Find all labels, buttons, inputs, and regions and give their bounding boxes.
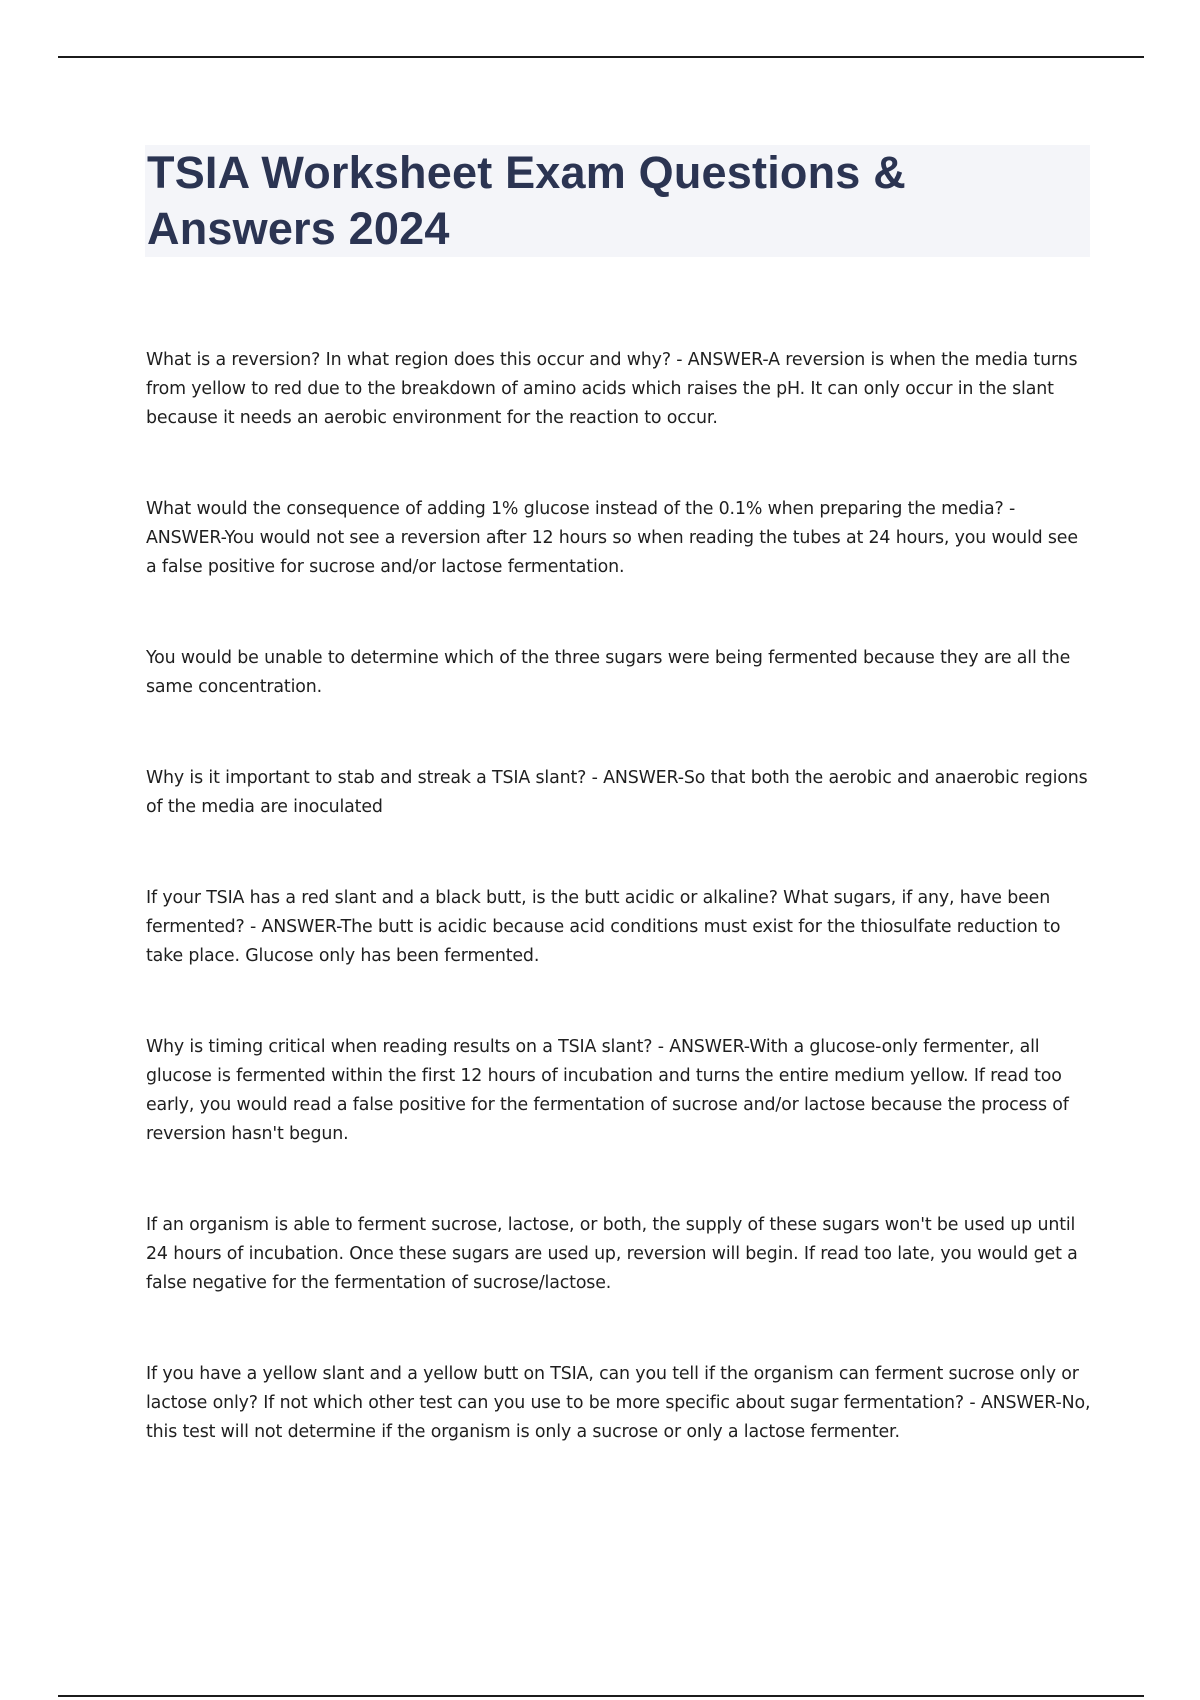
qa-paragraph-3: You would be unable to determine which of the three sugars were being fermented because they are all the same concentration. [146, 648, 1071, 697]
bottom-rule [58, 1695, 1144, 1697]
qa-paragraph-1: What is a reversion? In what region does this occur and why? - ANSWER-A reversion is when the media turns from yellow to red due to the breakdown of amino acids which raises the pH. It can only occur in the slant because it needs an aerobic environment for the reaction to occur. [146, 350, 1078, 428]
qa-paragraph-8: If you have a yellow slant and a yellow butt on TSIA, can you tell if the organism can ferment sucrose only or lactose only? If not which other test can you use to be more specific about sugar fermentation? - ANSWER-No, this test will not determine if the organism is only a sucrose or only a lactose fermenter. [146, 1364, 1091, 1442]
top-rule [58, 56, 1144, 58]
qa-paragraph-4: Why is it important to stab and streak a TSIA slant? - ANSWER-So that both the aerobic and anaerobic regions of the media are inoculated [146, 768, 1088, 817]
qa-paragraph-2: What would the consequence of adding 1% glucose instead of the 0.1% when preparing the media? - ANSWER-You would not see a reversion after 12 hours so when reading the tubes at 24 hours, you would see a false positive for sucrose and/or lactose fermentation. [146, 499, 1078, 577]
qa-paragraph-7: If an organism is able to ferment sucrose, lactose, or both, the supply of these sugars won't be used up until 24 hours of incubation. Once these sugars are used up, reversion will begin. If read too late, you would get a false negative for the fermentation of sucrose/lactose. [146, 1215, 1078, 1293]
title-banner [145, 145, 1090, 257]
qa-paragraph-5: If your TSIA has a red slant and a black butt, is the butt acidic or alkaline? What sugars, if any, have been fermented? - ANSWER-The butt is acidic because acid conditions must exist for the thiosulfate reduction to take place. Glucose only has been fermented. [146, 888, 1061, 966]
qa-paragraph-6: Why is timing critical when reading results on a TSIA slant? - ANSWER-With a glucose-only fermenter, all glucose is fermented within the first 12 hours of incubation and turns the entire medium yellow. If read too early, you would read a false positive for the fermentation of sucrose and/or lactose because the process of reversion hasn't begun. [146, 1037, 1069, 1144]
document-body [146, 346, 1092, 1447]
page-title: TSIA Worksheet Exam Questions & Answers 2024 [147, 147, 906, 254]
